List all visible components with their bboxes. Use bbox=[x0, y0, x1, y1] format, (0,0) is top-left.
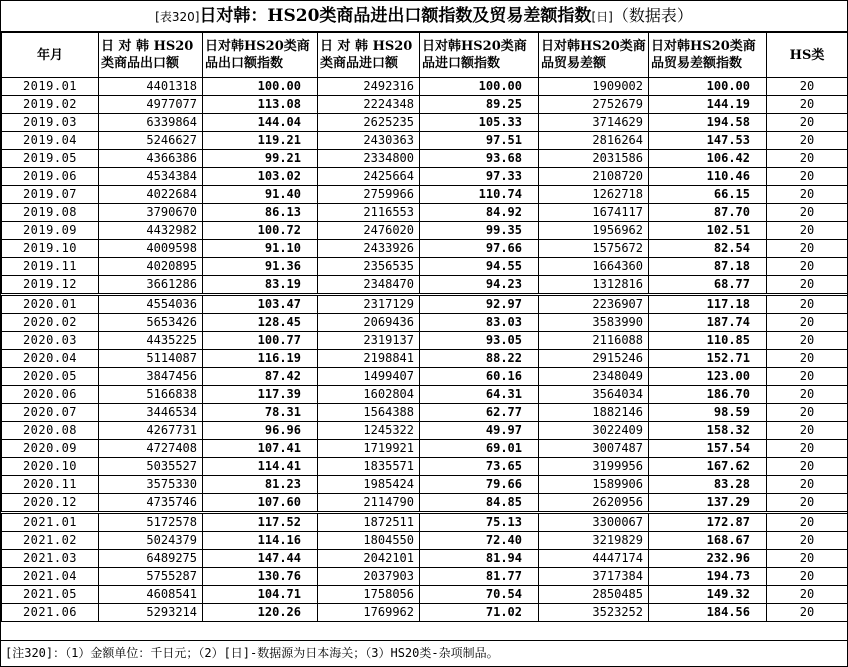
export-index-cell: 91.10 bbox=[203, 240, 318, 258]
import-amount-cell: 1872511 bbox=[318, 513, 420, 532]
hs-class-cell: 20 bbox=[767, 332, 848, 350]
import-amount-cell: 2430363 bbox=[318, 132, 420, 150]
import-index-cell: 94.55 bbox=[420, 258, 539, 276]
import-amount-cell: 2116553 bbox=[318, 204, 420, 222]
month-cell: 2019.11 bbox=[2, 258, 99, 276]
export-amount-cell: 4022684 bbox=[99, 186, 203, 204]
hs-class-cell: 20 bbox=[767, 276, 848, 295]
import-index-cell: 94.23 bbox=[420, 276, 539, 295]
table-row bbox=[2, 532, 848, 550]
header-row bbox=[2, 33, 848, 78]
export-amount-cell: 5114087 bbox=[99, 350, 203, 368]
trade-balance-cell: 1312816 bbox=[539, 276, 649, 295]
trade-balance-cell: 3523252 bbox=[539, 604, 649, 622]
trade-balance-index-cell: 232.96 bbox=[649, 550, 767, 568]
trade-balance-cell: 2752679 bbox=[539, 96, 649, 114]
export-amount-cell: 4608541 bbox=[99, 586, 203, 604]
month-cell: 2020.05 bbox=[2, 368, 99, 386]
import-amount-cell: 1564388 bbox=[318, 404, 420, 422]
import-index-cell: 64.31 bbox=[420, 386, 539, 404]
table-row bbox=[2, 240, 848, 258]
import-index-cell: 60.16 bbox=[420, 368, 539, 386]
import-index-cell: 88.22 bbox=[420, 350, 539, 368]
trade-balance-cell: 1589906 bbox=[539, 476, 649, 494]
month-cell: 2020.02 bbox=[2, 314, 99, 332]
export-index-cell: 103.47 bbox=[203, 295, 318, 314]
import-index-cell: 72.40 bbox=[420, 532, 539, 550]
export-index-cell: 87.42 bbox=[203, 368, 318, 386]
export-amount-cell: 4432982 bbox=[99, 222, 203, 240]
trade-balance-cell: 2816264 bbox=[539, 132, 649, 150]
export-index-cell: 99.21 bbox=[203, 150, 318, 168]
hs-class-cell: 20 bbox=[767, 404, 848, 422]
month-cell: 2020.09 bbox=[2, 440, 99, 458]
table-row bbox=[2, 114, 848, 132]
export-amount-cell: 5246627 bbox=[99, 132, 203, 150]
month-cell: 2021.03 bbox=[2, 550, 99, 568]
trade-balance-cell: 3007487 bbox=[539, 440, 649, 458]
trade-balance-index-cell: 194.58 bbox=[649, 114, 767, 132]
hs-class-cell: 20 bbox=[767, 78, 848, 96]
import-amount-cell: 2334800 bbox=[318, 150, 420, 168]
hs-class-cell: 20 bbox=[767, 295, 848, 314]
hs-class-cell: 20 bbox=[767, 568, 848, 586]
table-row bbox=[2, 586, 848, 604]
hs-class-cell: 20 bbox=[767, 258, 848, 276]
export-amount-cell: 4735746 bbox=[99, 494, 203, 513]
header-export-amount: 日 对 韩 HS20类商品出口额 bbox=[99, 33, 203, 78]
month-cell: 2021.04 bbox=[2, 568, 99, 586]
export-amount-cell: 3446534 bbox=[99, 404, 203, 422]
month-cell: 2020.01 bbox=[2, 295, 99, 314]
trade-balance-cell: 2031586 bbox=[539, 150, 649, 168]
hs-class-cell: 20 bbox=[767, 222, 848, 240]
table-row bbox=[2, 368, 848, 386]
import-amount-cell: 1835571 bbox=[318, 458, 420, 476]
hs-class-cell: 20 bbox=[767, 532, 848, 550]
export-amount-cell: 3790670 bbox=[99, 204, 203, 222]
trade-balance-index-cell: 149.32 bbox=[649, 586, 767, 604]
trade-balance-index-cell: 147.53 bbox=[649, 132, 767, 150]
hs-class-cell: 20 bbox=[767, 168, 848, 186]
export-index-cell: 91.40 bbox=[203, 186, 318, 204]
trade-balance-index-cell: 157.54 bbox=[649, 440, 767, 458]
import-amount-cell: 2069436 bbox=[318, 314, 420, 332]
import-index-cell: 105.33 bbox=[420, 114, 539, 132]
trade-balance-index-cell: 187.74 bbox=[649, 314, 767, 332]
import-index-cell: 83.03 bbox=[420, 314, 539, 332]
export-index-cell: 86.13 bbox=[203, 204, 318, 222]
trade-balance-index-cell: 110.46 bbox=[649, 168, 767, 186]
export-index-cell: 114.41 bbox=[203, 458, 318, 476]
export-index-cell: 144.04 bbox=[203, 114, 318, 132]
trade-balance-index-cell: 66.15 bbox=[649, 186, 767, 204]
table-row bbox=[2, 568, 848, 586]
month-cell: 2019.09 bbox=[2, 222, 99, 240]
import-amount-cell: 2037903 bbox=[318, 568, 420, 586]
table-row bbox=[2, 350, 848, 368]
export-amount-cell: 4401318 bbox=[99, 78, 203, 96]
hs-class-cell: 20 bbox=[767, 586, 848, 604]
import-index-cell: 97.51 bbox=[420, 132, 539, 150]
trade-balance-cell: 2348049 bbox=[539, 368, 649, 386]
header-month: 年月 bbox=[2, 33, 99, 78]
month-cell: 2019.12 bbox=[2, 276, 99, 295]
month-cell: 2019.07 bbox=[2, 186, 99, 204]
import-amount-cell: 2476020 bbox=[318, 222, 420, 240]
export-amount-cell: 5293214 bbox=[99, 604, 203, 622]
month-cell: 2019.02 bbox=[2, 96, 99, 114]
import-index-cell: 97.33 bbox=[420, 168, 539, 186]
import-amount-cell: 2492316 bbox=[318, 78, 420, 96]
export-amount-cell: 5024379 bbox=[99, 532, 203, 550]
import-amount-cell: 1245322 bbox=[318, 422, 420, 440]
import-index-cell: 92.97 bbox=[420, 295, 539, 314]
hs-class-cell: 20 bbox=[767, 132, 848, 150]
import-amount-cell: 1985424 bbox=[318, 476, 420, 494]
trade-balance-index-cell: 184.56 bbox=[649, 604, 767, 622]
import-index-cell: 93.68 bbox=[420, 150, 539, 168]
trade-balance-index-cell: 87.70 bbox=[649, 204, 767, 222]
month-cell: 2019.06 bbox=[2, 168, 99, 186]
export-amount-cell: 4554036 bbox=[99, 295, 203, 314]
trade-balance-cell: 3219829 bbox=[539, 532, 649, 550]
import-amount-cell: 1804550 bbox=[318, 532, 420, 550]
header-trade-balance: 日对韩HS20类商品贸易差额 bbox=[539, 33, 649, 78]
import-amount-cell: 2114790 bbox=[318, 494, 420, 513]
trade-balance-cell: 1674117 bbox=[539, 204, 649, 222]
export-index-cell: 117.52 bbox=[203, 513, 318, 532]
export-index-cell: 120.26 bbox=[203, 604, 318, 622]
hs-class-cell: 20 bbox=[767, 494, 848, 513]
table-subtitle: （数据表） bbox=[612, 6, 693, 25]
table-body bbox=[2, 78, 848, 622]
trade-balance-index-cell: 102.51 bbox=[649, 222, 767, 240]
import-index-cell: 81.77 bbox=[420, 568, 539, 586]
hs-class-cell: 20 bbox=[767, 150, 848, 168]
month-cell: 2020.12 bbox=[2, 494, 99, 513]
export-index-cell: 119.21 bbox=[203, 132, 318, 150]
trade-balance-index-cell: 144.19 bbox=[649, 96, 767, 114]
month-cell: 2020.08 bbox=[2, 422, 99, 440]
header-import-index: 日对韩HS20类商品进口额指数 bbox=[420, 33, 539, 78]
month-cell: 2020.11 bbox=[2, 476, 99, 494]
export-index-cell: 83.19 bbox=[203, 276, 318, 295]
import-amount-cell: 1719921 bbox=[318, 440, 420, 458]
month-cell: 2019.04 bbox=[2, 132, 99, 150]
import-amount-cell: 2224348 bbox=[318, 96, 420, 114]
export-amount-cell: 3661286 bbox=[99, 276, 203, 295]
hs-class-cell: 20 bbox=[767, 114, 848, 132]
header-export-index: 日对韩HS20类商品出口额指数 bbox=[203, 33, 318, 78]
table-row bbox=[2, 604, 848, 622]
trade-balance-cell: 3564034 bbox=[539, 386, 649, 404]
import-index-cell: 73.65 bbox=[420, 458, 539, 476]
import-index-cell: 69.01 bbox=[420, 440, 539, 458]
month-cell: 2021.02 bbox=[2, 532, 99, 550]
trade-balance-index-cell: 168.67 bbox=[649, 532, 767, 550]
source-tag: [日] bbox=[591, 10, 613, 24]
month-cell: 2020.03 bbox=[2, 332, 99, 350]
trade-balance-index-cell: 98.59 bbox=[649, 404, 767, 422]
hs-class-cell: 20 bbox=[767, 186, 848, 204]
import-amount-cell: 2198841 bbox=[318, 350, 420, 368]
import-index-cell: 79.66 bbox=[420, 476, 539, 494]
hs-class-cell: 20 bbox=[767, 350, 848, 368]
export-amount-cell: 4366386 bbox=[99, 150, 203, 168]
table-row bbox=[2, 476, 848, 494]
month-cell: 2019.01 bbox=[2, 78, 99, 96]
table-row bbox=[2, 204, 848, 222]
import-index-cell: 84.85 bbox=[420, 494, 539, 513]
month-cell: 2021.05 bbox=[2, 586, 99, 604]
import-index-cell: 62.77 bbox=[420, 404, 539, 422]
import-amount-cell: 2356535 bbox=[318, 258, 420, 276]
table-row bbox=[2, 404, 848, 422]
trade-balance-cell: 4447174 bbox=[539, 550, 649, 568]
export-amount-cell: 4977077 bbox=[99, 96, 203, 114]
hs-class-cell: 20 bbox=[767, 550, 848, 568]
import-index-cell: 71.02 bbox=[420, 604, 539, 622]
trade-balance-index-cell: 158.32 bbox=[649, 422, 767, 440]
trade-balance-cell: 2850485 bbox=[539, 586, 649, 604]
trade-balance-index-cell: 172.87 bbox=[649, 513, 767, 532]
import-index-cell: 93.05 bbox=[420, 332, 539, 350]
export-index-cell: 100.72 bbox=[203, 222, 318, 240]
header-trade-balance-index: 日对韩HS20类商品贸易差额指数 bbox=[649, 33, 767, 78]
export-index-cell: 128.45 bbox=[203, 314, 318, 332]
trade-balance-cell: 3199956 bbox=[539, 458, 649, 476]
import-index-cell: 70.54 bbox=[420, 586, 539, 604]
export-amount-cell: 4727408 bbox=[99, 440, 203, 458]
trade-balance-cell: 3022409 bbox=[539, 422, 649, 440]
table-row bbox=[2, 222, 848, 240]
hs-class-cell: 20 bbox=[767, 96, 848, 114]
hs-class-cell: 20 bbox=[767, 476, 848, 494]
month-cell: 2020.04 bbox=[2, 350, 99, 368]
trade-balance-index-cell: 167.62 bbox=[649, 458, 767, 476]
export-index-cell: 100.00 bbox=[203, 78, 318, 96]
import-amount-cell: 1769962 bbox=[318, 604, 420, 622]
import-amount-cell: 2625235 bbox=[318, 114, 420, 132]
trade-balance-cell: 3583990 bbox=[539, 314, 649, 332]
table-row bbox=[2, 186, 848, 204]
export-index-cell: 114.16 bbox=[203, 532, 318, 550]
table-row bbox=[2, 458, 848, 476]
trade-balance-cell: 3300067 bbox=[539, 513, 649, 532]
table-row bbox=[2, 78, 848, 96]
table-row bbox=[2, 440, 848, 458]
export-amount-cell: 5035527 bbox=[99, 458, 203, 476]
import-amount-cell: 2759966 bbox=[318, 186, 420, 204]
export-index-cell: 107.41 bbox=[203, 440, 318, 458]
trade-balance-cell: 1909002 bbox=[539, 78, 649, 96]
table-title-text: 日对韩：HS20类商品进出口额指数及贸易差额指数 bbox=[199, 6, 592, 26]
import-amount-cell: 2042101 bbox=[318, 550, 420, 568]
import-index-cell: 99.35 bbox=[420, 222, 539, 240]
import-amount-cell: 2348470 bbox=[318, 276, 420, 295]
trade-balance-cell: 1575672 bbox=[539, 240, 649, 258]
trade-balance-index-cell: 83.28 bbox=[649, 476, 767, 494]
table-number: [表320] bbox=[155, 10, 200, 24]
import-index-cell: 75.13 bbox=[420, 513, 539, 532]
hs-class-cell: 20 bbox=[767, 204, 848, 222]
table-row bbox=[2, 295, 848, 314]
trade-balance-cell: 2116088 bbox=[539, 332, 649, 350]
hs-class-cell: 20 bbox=[767, 458, 848, 476]
import-amount-cell: 2317129 bbox=[318, 295, 420, 314]
trade-balance-index-cell: 110.85 bbox=[649, 332, 767, 350]
import-index-cell: 81.94 bbox=[420, 550, 539, 568]
table-row bbox=[2, 150, 848, 168]
export-index-cell: 117.39 bbox=[203, 386, 318, 404]
month-cell: 2020.10 bbox=[2, 458, 99, 476]
trade-balance-index-cell: 87.18 bbox=[649, 258, 767, 276]
table-row bbox=[2, 550, 848, 568]
trade-balance-cell: 3714629 bbox=[539, 114, 649, 132]
table-row bbox=[2, 332, 848, 350]
trade-balance-index-cell: 100.00 bbox=[649, 78, 767, 96]
export-amount-cell: 4534384 bbox=[99, 168, 203, 186]
trade-balance-index-cell: 106.42 bbox=[649, 150, 767, 168]
export-amount-cell: 5755287 bbox=[99, 568, 203, 586]
trade-balance-index-cell: 194.73 bbox=[649, 568, 767, 586]
table-row bbox=[2, 494, 848, 513]
month-cell: 2019.03 bbox=[2, 114, 99, 132]
export-amount-cell: 6489275 bbox=[99, 550, 203, 568]
header-import-amount: 日 对 韩 HS20类商品进口额 bbox=[318, 33, 420, 78]
export-index-cell: 107.60 bbox=[203, 494, 318, 513]
hs-class-cell: 20 bbox=[767, 386, 848, 404]
export-amount-cell: 5653426 bbox=[99, 314, 203, 332]
hs-class-cell: 20 bbox=[767, 368, 848, 386]
export-amount-cell: 4009598 bbox=[99, 240, 203, 258]
trade-balance-index-cell: 152.71 bbox=[649, 350, 767, 368]
export-index-cell: 96.96 bbox=[203, 422, 318, 440]
table-row bbox=[2, 276, 848, 295]
export-amount-cell: 6339864 bbox=[99, 114, 203, 132]
import-amount-cell: 1758056 bbox=[318, 586, 420, 604]
trade-balance-cell: 2915246 bbox=[539, 350, 649, 368]
hs-class-cell: 20 bbox=[767, 314, 848, 332]
export-amount-cell: 5166838 bbox=[99, 386, 203, 404]
export-index-cell: 147.44 bbox=[203, 550, 318, 568]
table-row bbox=[2, 132, 848, 150]
table-row bbox=[2, 314, 848, 332]
trade-balance-index-cell: 82.54 bbox=[649, 240, 767, 258]
import-amount-cell: 2433926 bbox=[318, 240, 420, 258]
export-index-cell: 103.02 bbox=[203, 168, 318, 186]
month-cell: 2019.10 bbox=[2, 240, 99, 258]
export-index-cell: 78.31 bbox=[203, 404, 318, 422]
table-row bbox=[2, 96, 848, 114]
export-index-cell: 100.77 bbox=[203, 332, 318, 350]
import-index-cell: 97.66 bbox=[420, 240, 539, 258]
export-index-cell: 104.71 bbox=[203, 586, 318, 604]
hs-class-cell: 20 bbox=[767, 440, 848, 458]
export-index-cell: 81.23 bbox=[203, 476, 318, 494]
table-row bbox=[2, 513, 848, 532]
export-amount-cell: 4267731 bbox=[99, 422, 203, 440]
export-index-cell: 116.19 bbox=[203, 350, 318, 368]
table-row bbox=[2, 168, 848, 186]
month-cell: 2020.07 bbox=[2, 404, 99, 422]
trade-balance-index-cell: 137.29 bbox=[649, 494, 767, 513]
data-table bbox=[1, 32, 848, 622]
import-index-cell: 110.74 bbox=[420, 186, 539, 204]
export-amount-cell: 4020895 bbox=[99, 258, 203, 276]
hs-class-cell: 20 bbox=[767, 240, 848, 258]
hs-class-cell: 20 bbox=[767, 604, 848, 622]
table-row bbox=[2, 386, 848, 404]
import-amount-cell: 2425664 bbox=[318, 168, 420, 186]
trade-balance-index-cell: 123.00 bbox=[649, 368, 767, 386]
trade-balance-cell: 2108720 bbox=[539, 168, 649, 186]
import-amount-cell: 1499407 bbox=[318, 368, 420, 386]
trade-balance-index-cell: 186.70 bbox=[649, 386, 767, 404]
export-index-cell: 113.08 bbox=[203, 96, 318, 114]
table-title bbox=[1, 1, 847, 32]
month-cell: 2021.06 bbox=[2, 604, 99, 622]
table-row bbox=[2, 422, 848, 440]
import-index-cell: 84.92 bbox=[420, 204, 539, 222]
trade-balance-cell: 1882146 bbox=[539, 404, 649, 422]
table-row bbox=[2, 258, 848, 276]
month-cell: 2019.05 bbox=[2, 150, 99, 168]
export-amount-cell: 5172578 bbox=[99, 513, 203, 532]
import-index-cell: 49.97 bbox=[420, 422, 539, 440]
trade-balance-cell: 1664360 bbox=[539, 258, 649, 276]
import-index-cell: 100.00 bbox=[420, 78, 539, 96]
footnote: [注320]：（1）金额单位：千日元；（2）[日]-数据源为日本海关；（3）HS20类-杂项制品。 bbox=[1, 640, 847, 665]
export-index-cell: 130.76 bbox=[203, 568, 318, 586]
month-cell: 2021.01 bbox=[2, 513, 99, 532]
header-hs-class: HS类 bbox=[767, 33, 848, 78]
trade-balance-cell: 1956962 bbox=[539, 222, 649, 240]
month-cell: 2020.06 bbox=[2, 386, 99, 404]
import-amount-cell: 1602804 bbox=[318, 386, 420, 404]
export-index-cell: 91.36 bbox=[203, 258, 318, 276]
export-amount-cell: 4435225 bbox=[99, 332, 203, 350]
hs-class-cell: 20 bbox=[767, 422, 848, 440]
trade-balance-index-cell: 68.77 bbox=[649, 276, 767, 295]
export-amount-cell: 3575330 bbox=[99, 476, 203, 494]
trade-balance-index-cell: 117.18 bbox=[649, 295, 767, 314]
export-amount-cell: 3847456 bbox=[99, 368, 203, 386]
trade-balance-cell: 2236907 bbox=[539, 295, 649, 314]
import-index-cell: 89.25 bbox=[420, 96, 539, 114]
trade-balance-cell: 2620956 bbox=[539, 494, 649, 513]
trade-balance-cell: 1262718 bbox=[539, 186, 649, 204]
import-amount-cell: 2319137 bbox=[318, 332, 420, 350]
month-cell: 2019.08 bbox=[2, 204, 99, 222]
hs-class-cell: 20 bbox=[767, 513, 848, 532]
trade-balance-cell: 3717384 bbox=[539, 568, 649, 586]
